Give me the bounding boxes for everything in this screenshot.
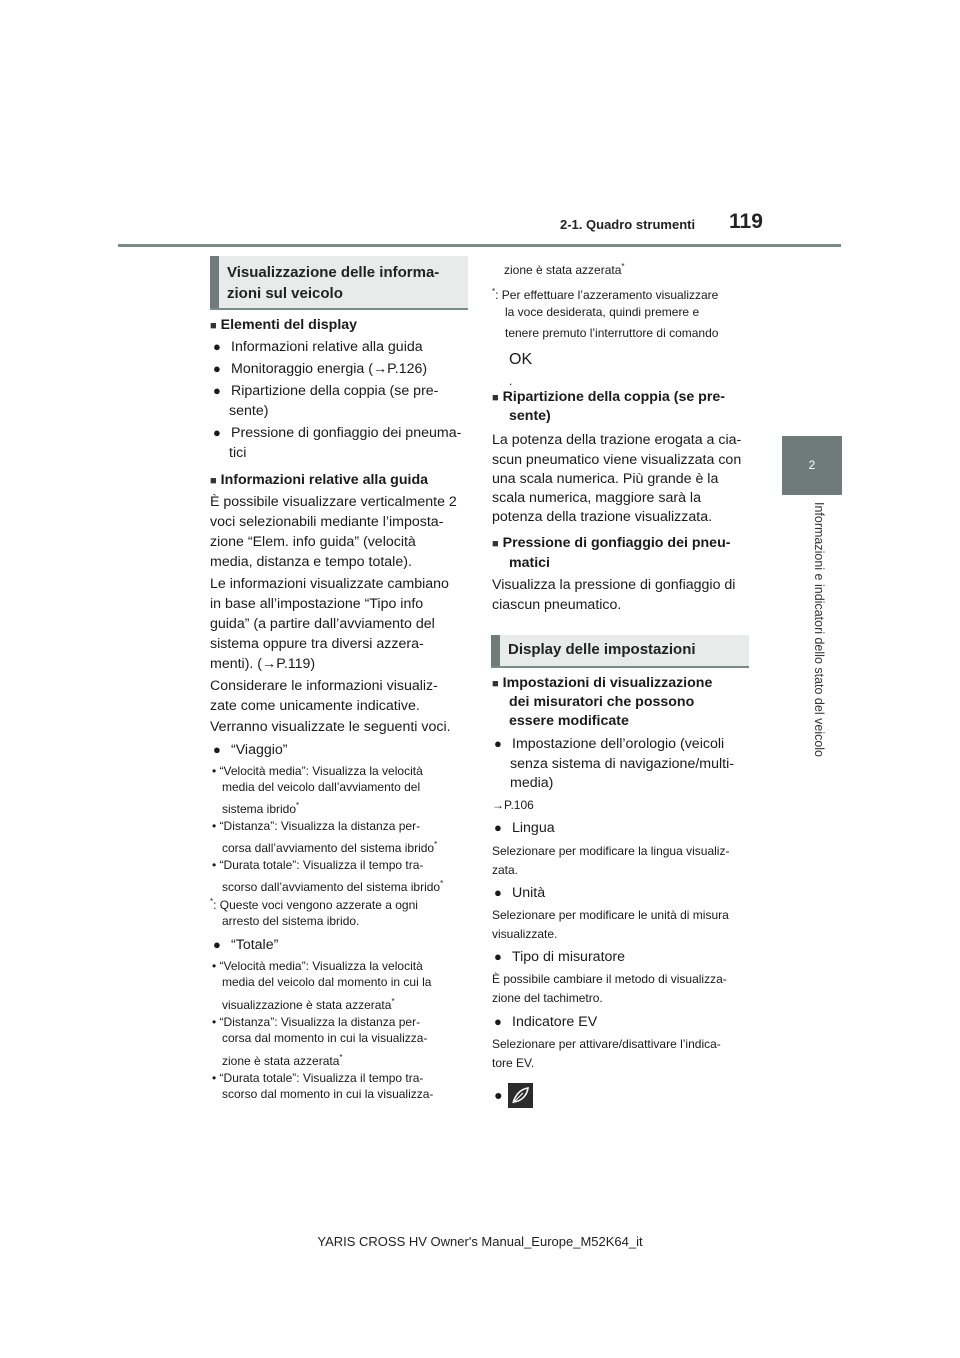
footnote-marker: * [296, 801, 300, 810]
bullet-dot-icon: ● [213, 425, 221, 440]
footnote-line: la voce desiderata, quindi premere e [505, 305, 700, 319]
sub-item-text: visualizzazione è stata azzerata [222, 998, 392, 1012]
bullet-text-cont: senza sistema di navigazione/multi- [510, 756, 734, 772]
sub-item-line [222, 797, 299, 818]
bullet-dot-icon: ● [494, 885, 502, 900]
footnote-marker: * [621, 262, 625, 271]
section-heading-settings-display: Display delle impostazioni [491, 635, 749, 666]
footnote-text: : Per effettuare l’azzeramento visualizzare [495, 288, 719, 302]
paragraph-line: La potenza della trazione erogata a cia- [492, 432, 742, 448]
bullet-item [213, 423, 461, 444]
ok-period: . [509, 375, 513, 388]
footnote-marker: * [440, 879, 444, 888]
bullet-item [494, 947, 625, 968]
bullet-text-cont: sente) [229, 403, 269, 419]
sub-item-line: • “Velocità media”: Visualizza la velocità [212, 959, 423, 973]
sub-item-line: • “Velocità media”: Visualizza la velocità [212, 764, 423, 778]
sub-item-line: scorso dal momento in cui la visualizza- [222, 1087, 434, 1101]
page-reference: →P.106 [492, 798, 534, 812]
description-line: Selezionare per attivare/disattivare l’indica- [492, 1037, 721, 1051]
paragraph-line: Verranno visualizzate le seguenti voci. [210, 719, 451, 735]
bullet-text: Monitoraggio energia (→P.126) [231, 361, 428, 377]
footnote-marker: * [434, 840, 438, 849]
footnote-marker: * [210, 897, 214, 906]
paragraph-line: zione “Elem. info guida” (velocità [210, 534, 416, 550]
description-line: zata. [492, 863, 519, 877]
sub-item-line: media del veicolo dall’avviamento del [222, 780, 421, 794]
bullet-item [213, 359, 427, 380]
paragraph-line: una scala numerica. Più grande è la [492, 471, 719, 487]
subheading-driving-info: ■ Informazioni relative alla guida [210, 470, 428, 492]
bullet-item [494, 734, 724, 755]
bullet-dot-icon: ● [213, 937, 221, 952]
bullet-item [213, 935, 278, 956]
bullet-text: Lingua [512, 820, 555, 836]
bullet-dot-icon: ● [494, 820, 502, 835]
subheading-gauge-settings: ■ Impostazioni di visualizzazione [492, 673, 712, 695]
bullet-dot-icon: ● [213, 361, 221, 376]
bullet-dot-icon: ● [494, 1088, 503, 1104]
paragraph-line: media, distanza e tempo totale). [210, 554, 412, 570]
sub-item-line: • “Durata totale”: Visualizza il tempo tra- [212, 1071, 424, 1085]
page-number: 119 [729, 210, 763, 233]
chapter-side-label: Informazioni e indicatori dello stato del veicolo [812, 502, 826, 757]
paragraph-line: Visualizza la pressione di gonfiaggio di [492, 577, 736, 593]
bullet-text: Tipo di misuratore [512, 949, 626, 965]
header-rule [118, 244, 841, 247]
bullet-text: “Totale” [231, 937, 279, 953]
bullet-dot-icon: ● [213, 339, 221, 354]
header-section-title: 2-1. Quadro strumenti [560, 217, 696, 232]
bullet-dot-icon: ● [494, 1014, 502, 1029]
section-heading-vehicle-info [210, 256, 468, 308]
description-line: zione del tachimetro. [492, 991, 603, 1005]
paragraph-line: zate come unicamente indicative. [210, 698, 420, 714]
description-line: Selezionare per modificare la lingua visualiz- [492, 844, 730, 858]
paragraph-line: voci selezionabili mediante l’imposta- [210, 514, 444, 530]
eco-leaf-icon [508, 1083, 533, 1108]
sub-item-line [222, 993, 395, 1014]
subheading-gauge-settings-cont: essere modificate [509, 713, 629, 729]
paragraph-line: È possibile visualizzare verticalmente 2 [210, 494, 457, 510]
description-line: visualizzate. [492, 927, 558, 941]
section-heading-line: Visualizzazione delle informa- [227, 264, 440, 281]
paragraph-line: potenza della trazione visualizzata. [492, 509, 713, 525]
paragraph-line: Le informazioni visualizzate cambiano [210, 576, 449, 592]
chapter-tab: 2 [782, 436, 842, 495]
bullet-text: Indicatore EV [512, 1014, 598, 1030]
sub-item-line: • “Distanza”: Visualizza la distanza per- [212, 1015, 421, 1029]
bullet-text: Pressione di gonfiaggio dei pneuma- [231, 425, 462, 441]
sub-item-line: • “Distanza”: Visualizza la distanza per- [212, 819, 421, 833]
sub-item-text: scorso dall’avviamento del sistema ibrido [222, 880, 441, 894]
bullet-dot-icon: ● [494, 949, 502, 964]
subheading-gauge-settings-cont: dei misuratori che possono [509, 694, 695, 710]
sub-item-line [504, 258, 625, 279]
bullet-text-cont: media) [510, 775, 554, 791]
paragraph-line: menti). (→P.119) [210, 656, 316, 672]
subheading-torque-cont: sente) [509, 408, 551, 424]
sub-item-line: corsa dal momento in cui la visualizza- [222, 1031, 428, 1045]
bullet-item [213, 381, 438, 402]
ok-label: OK [509, 351, 533, 368]
sub-item-line [222, 836, 437, 857]
bullet-item [494, 883, 545, 904]
bullet-text: Ripartizione della coppia (se pre- [231, 383, 439, 399]
description-line: tore EV. [492, 1056, 535, 1070]
paragraph-line: Considerare le informazioni visualiz- [210, 678, 438, 694]
subheading-torque: ■ Ripartizione della coppia (se pre- [492, 387, 725, 409]
bullet-text: Informazioni relative alla guida [231, 339, 423, 355]
ok-button-symbol [509, 350, 532, 392]
footnote-marker: * [339, 1053, 343, 1062]
bullet-item [213, 337, 423, 358]
bullet-text-cont: tici [229, 445, 247, 461]
sub-item-text: corsa dall’avviamento del sistema ibrido [222, 841, 435, 855]
footnote-marker: * [391, 997, 395, 1006]
sub-item-text: sistema ibrido [222, 802, 297, 816]
bullet-item [494, 1012, 597, 1033]
paragraph-line: scala numerica, maggiore sarà la [492, 490, 701, 506]
description-line: Selezionare per modificare le unità di misura [492, 908, 729, 922]
sub-item-line: media del veicolo dal momento in cui la [222, 975, 432, 989]
subheading-display-elements: ■ Elementi del display [210, 315, 357, 337]
bullet-text: “Viaggio” [231, 742, 288, 758]
footnote-line [210, 893, 418, 914]
paragraph-line: guida” (a partire dall’avviamento del [210, 616, 435, 632]
bullet-text: Impostazione dell’orologio (veicoli [512, 736, 725, 752]
subheading-tire-pressure-cont: matici [509, 555, 551, 571]
paragraph-line: sistema oppure tra diversi azzera- [210, 636, 424, 652]
bullet-text: Unità [512, 885, 546, 901]
sub-item-text: zione è stata azzerata [222, 1054, 340, 1068]
footnote-line: arresto del sistema ibrido. [222, 914, 360, 928]
footnote-text: : Queste voci vengono azzerate a ogni [213, 898, 418, 912]
paragraph-line: scun pneumatico viene visualizzata con [492, 452, 742, 468]
section-heading-line: zioni sul veicolo [227, 285, 343, 302]
sub-item-line: • “Durata totale”: Visualizza il tempo tra- [212, 858, 424, 872]
paragraph-line: in base all’impostazione “Tipo info [210, 596, 424, 612]
description-line: È possibile cambiare il metodo di visualizza- [492, 972, 727, 986]
sub-item-line [222, 1049, 343, 1070]
footnote-line [492, 283, 718, 304]
bullet-item [494, 818, 555, 839]
bullet-item [213, 740, 288, 761]
footnote-line: tenere premuto l’interruttore di comando [505, 326, 719, 340]
paragraph-line: ciascun pneumatico. [492, 597, 622, 613]
subheading-tire-pressure: ■ Pressione di gonfiaggio dei pneu- [492, 533, 730, 555]
bullet-dot-icon: ● [213, 383, 221, 398]
sub-item-text: zione è stata azzerata [504, 263, 622, 277]
footnote-marker: * [492, 287, 496, 296]
bullet-dot-icon: ● [213, 742, 221, 757]
bullet-dot-icon: ● [494, 736, 502, 751]
footer-manual-title: YARIS CROSS HV Owner's Manual_Europe_M52K64_it [317, 1234, 643, 1249]
